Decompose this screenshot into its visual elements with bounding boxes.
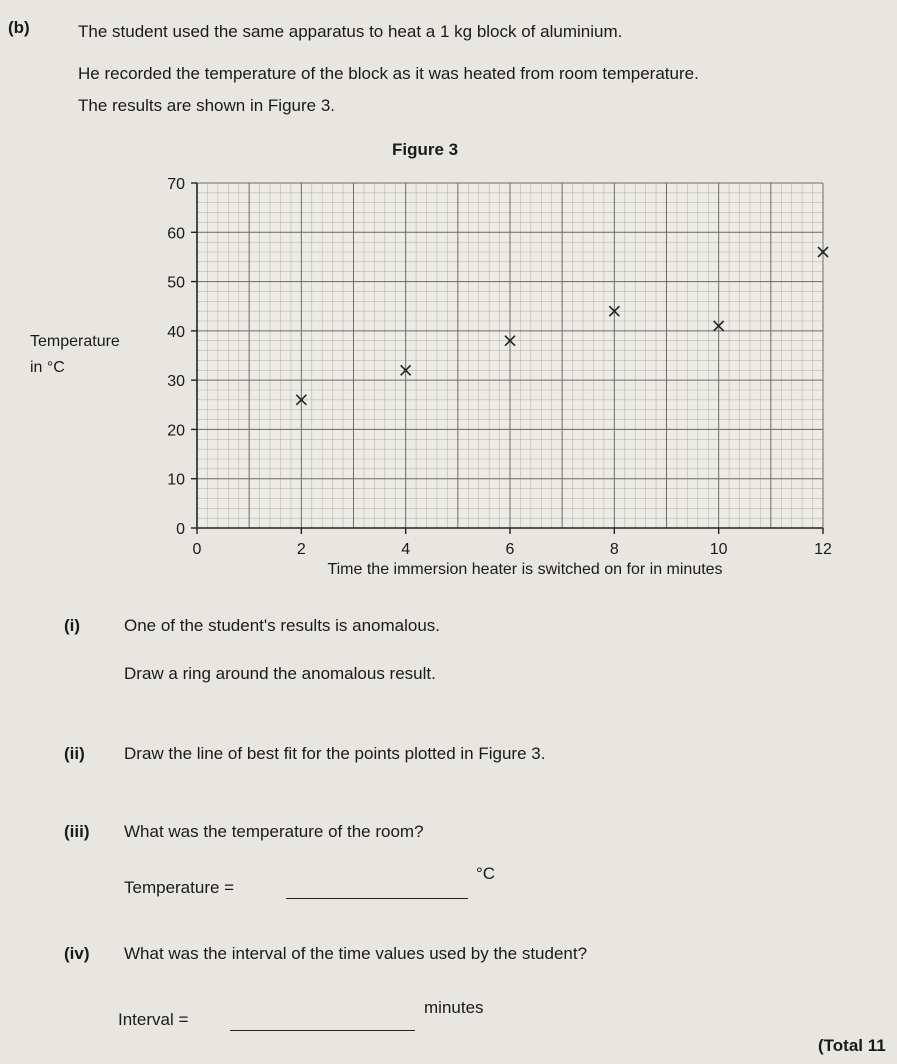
y-tick-label: 20 xyxy=(167,422,185,440)
interval-answer-line[interactable] xyxy=(230,1030,415,1031)
part-label: (b) xyxy=(8,18,30,37)
intro-line-2: He recorded the temperature of the block as it was heated from room temperature. xyxy=(78,64,699,83)
q1-instruction: Draw a ring around the anomalous result. xyxy=(124,664,436,683)
x-tick-label: 4 xyxy=(401,541,411,558)
y-tick-label: 30 xyxy=(167,373,185,391)
q3-unit: °C xyxy=(476,864,496,883)
y-tick-label: 50 xyxy=(167,274,185,292)
intro-line-3: The results are shown in Figure 3. xyxy=(78,96,336,115)
q1-label: (i) xyxy=(64,616,81,635)
q4-unit: minutes xyxy=(424,998,484,1017)
q2-label: (ii) xyxy=(64,744,85,763)
total-marks: (Total 11 xyxy=(818,1036,886,1055)
y-tick-label: 40 xyxy=(167,323,185,341)
y-tick-label: 10 xyxy=(167,471,185,489)
x-axis-label: Time the immersion heater is switched on for in minutes xyxy=(327,561,723,578)
y-axis-label-line-2: in °C xyxy=(30,359,65,376)
y-tick-label: 70 xyxy=(167,176,185,193)
q1-text: One of the student's results is anomalous. xyxy=(124,616,441,635)
intro-line-1: The student used the same apparatus to heat a 1 kg block of aluminium. xyxy=(78,22,623,41)
q4-label: (iv) xyxy=(64,944,90,963)
y-axis-label-line-1: Temperature xyxy=(30,333,120,350)
x-tick-label: 0 xyxy=(192,541,202,558)
figure-title: Figure 3 xyxy=(392,140,459,159)
q3-label: (iii) xyxy=(64,822,90,841)
q3-text: What was the temperature of the room? xyxy=(124,822,424,841)
q2-text: Draw the line of best fit for the points plotted in Figure 3. xyxy=(124,744,546,763)
q4-text: What was the interval of the time values used by the student? xyxy=(124,944,588,963)
y-tick-label: 0 xyxy=(176,521,185,538)
y-tick-label: 60 xyxy=(167,225,185,243)
q4-answer-label: Interval = xyxy=(118,1010,189,1029)
q3-answer-label: Temperature = xyxy=(124,878,235,897)
x-tick-label: 6 xyxy=(505,541,515,558)
x-tick-label: 10 xyxy=(709,541,728,558)
x-tick-label: 8 xyxy=(609,541,619,558)
x-tick-label: 2 xyxy=(296,541,306,558)
temperature-answer-line[interactable] xyxy=(286,898,468,899)
x-tick-label: 12 xyxy=(814,541,832,558)
